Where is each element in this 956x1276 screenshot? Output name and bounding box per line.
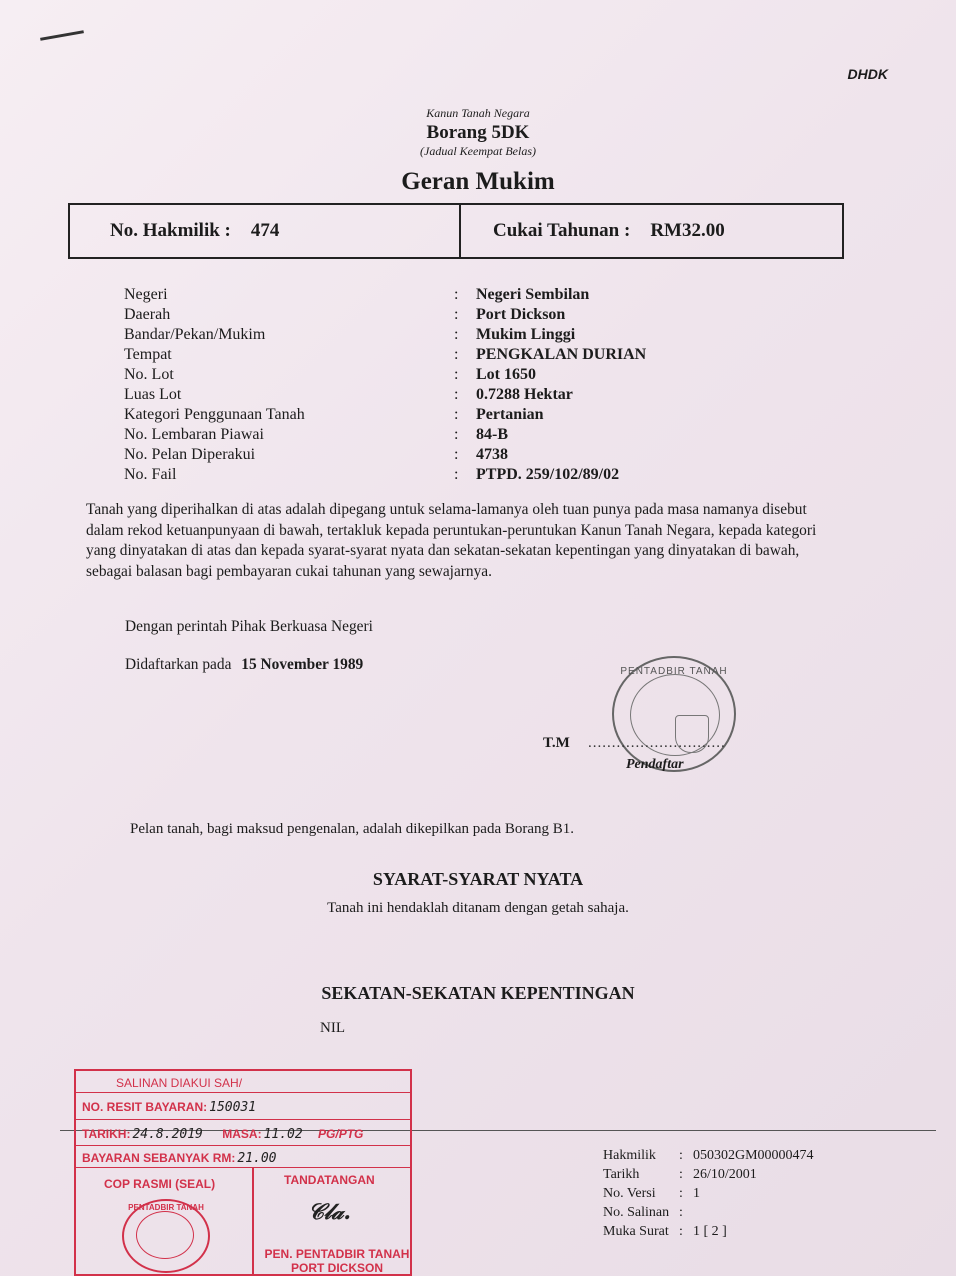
field-colon: : (454, 446, 459, 463)
field-row (124, 285, 724, 305)
field-colon: : (454, 366, 459, 383)
field-label: No. Pelan Diperakui (124, 446, 256, 463)
field-value: 0.7288 Hektar (476, 386, 573, 403)
hakmilik-value: 474 (250, 220, 280, 241)
cukai-value: RM32.00 (650, 220, 725, 241)
meta-row (603, 1184, 814, 1203)
plan-note: Pelan tanah, bagi maksud pengenalan, adalah dikepilkan pada Borang B1. (130, 821, 575, 837)
field-row (124, 425, 724, 445)
field-label: Negeri (124, 286, 168, 303)
meta-row (603, 1146, 814, 1165)
title-box (68, 203, 844, 259)
field-colon: : (454, 286, 459, 303)
field-value: Port Dickson (476, 306, 566, 323)
field-row (124, 325, 724, 345)
syarat-text: Tanah ini hendaklah ditanam dengan getah sahaja. (327, 900, 629, 916)
schedule-name: (Jadual Keempat Belas) (420, 144, 536, 158)
field-label: No. Lembaran Piawai (124, 426, 264, 443)
field-row (124, 465, 724, 485)
hakmilik-label: No. Hakmilik : (110, 220, 231, 241)
resit-label: NO. RESIT BAYARAN: (82, 1100, 208, 1114)
bayaran-label: BAYARAN SEBANYAK RM: (82, 1151, 236, 1165)
hakmilik-cell (70, 205, 459, 257)
meta-label: Muka Surat (603, 1224, 669, 1239)
field-row (124, 405, 724, 425)
field-row (124, 345, 724, 365)
stamp-line1 (76, 1073, 410, 1093)
syarat-heading: SYARAT-SYARAT NYATA (372, 869, 584, 889)
signature-mark: 𝒞𝓁𝒶. (308, 1199, 352, 1225)
field-colon: : (454, 306, 459, 323)
stamp-payment-row (76, 1148, 410, 1168)
registered-date: 15 November 1989 (241, 656, 364, 673)
field-value: PTPD. 259/102/89/02 (476, 466, 620, 483)
sekatan-text: NIL (320, 1020, 345, 1036)
field-value: Negeri Sembilan (476, 286, 590, 303)
meta-label: Tarikh (603, 1167, 640, 1182)
field-label: Tempat (124, 346, 172, 363)
document-metadata (603, 1146, 814, 1241)
field-colon: : (454, 326, 459, 343)
sekatan-heading: SEKATAN-SEKATAN KEPENTINGAN (321, 983, 635, 1003)
land-details (124, 285, 724, 485)
tarikh-label: TARIKH: (82, 1127, 131, 1141)
meta-label: Hakmilik (603, 1148, 656, 1163)
meta-label: No. Versi (603, 1186, 656, 1201)
field-colon: : (454, 386, 459, 403)
cukai-cell (459, 205, 842, 257)
field-label: Daerah (124, 306, 171, 323)
field-label: Kategori Penggunaan Tanah (124, 406, 305, 423)
registration-line (125, 656, 363, 674)
field-label: No. Fail (124, 466, 177, 483)
official-seal (122, 1199, 210, 1273)
cukai-label: Cukai Tahunan : (493, 220, 631, 241)
field-value: 84-B (476, 426, 508, 443)
meta-row (603, 1203, 814, 1222)
masa-label: MASA: (222, 1127, 262, 1141)
field-value: Mukim Linggi (476, 326, 576, 343)
certified-copy-stamp (74, 1069, 412, 1276)
field-colon: : (454, 426, 459, 443)
pen-mark (40, 30, 84, 41)
resit-value: 150031 (209, 1100, 257, 1115)
field-label: Bandar/Pekan/Mukim (124, 326, 266, 343)
form-number: Borang 5DK (426, 122, 530, 143)
field-label: No. Lot (124, 366, 174, 383)
meta-colon: : (679, 1205, 683, 1220)
registered-label: Didaftarkan pada (125, 656, 232, 673)
seal-text: PENTADBIR TANAH (620, 666, 728, 677)
field-row (124, 445, 724, 465)
tandatangan-label: TANDATANGAN (284, 1173, 375, 1187)
tm-label: T.M (543, 735, 570, 751)
field-value: Lot 1650 (476, 366, 536, 383)
field-value: PENGKALAN DURIAN (476, 346, 647, 363)
order-line: Dengan perintah Pihak Berkuasa Negeri (125, 618, 373, 635)
stamp-resit-row (76, 1095, 410, 1120)
field-colon: : (454, 466, 459, 483)
pg-ptg: PG/PTG (318, 1127, 364, 1141)
meta-row (603, 1165, 814, 1184)
official-seal-text: PENTADBIR TANAH (128, 1203, 204, 1212)
tarikh-value: 24.8.2019 (132, 1127, 203, 1142)
registrar-seal (612, 656, 736, 772)
tenure-paragraph: Tanah yang diperihalkan di atas adalah dipegang untuk selama-lamanya oleh tuan punya pada masa namanya disebut dalam rekod ketuanpunyaan di bawah, tertakluk kepada peruntukan-peruntukan Kanun Tanah Negara, kepada kategori yang dinyatakan di atas dan kepada syarat-syarat nyata dan sekatan-sekatan kepentingan yang dinyatakan di bawah, sebagai balasan bagi pembayaran cukai tahunan yang sewajarnya. (86, 501, 817, 580)
stamp-divider (252, 1168, 254, 1276)
officer-line1: PEN. PENTADBIR TANAH (264, 1247, 410, 1261)
stamp-line1-text: SALINAN DIAKUI SAH/ (116, 1076, 243, 1090)
officer-line2: PORT DICKSON (290, 1261, 383, 1275)
field-value: Pertanian (476, 406, 544, 423)
field-label: Luas Lot (124, 386, 182, 403)
field-colon: : (454, 406, 459, 423)
official-seal-ring (136, 1211, 194, 1259)
cop-label: COP RASMI (SEAL) (104, 1177, 216, 1191)
meta-colon: : (679, 1167, 683, 1182)
meta-value: 26/10/2001 (693, 1167, 757, 1182)
meta-colon: : (679, 1148, 683, 1163)
meta-value: 1 [ 2 ] (693, 1224, 727, 1239)
field-row (124, 365, 724, 385)
bayaran-value: 21.00 (237, 1151, 277, 1166)
meta-value: 050302GM00000474 (693, 1148, 814, 1163)
corner-code: DHDK (847, 66, 888, 82)
meta-row (603, 1222, 814, 1241)
meta-label: No. Salinan (603, 1205, 670, 1220)
field-row (124, 385, 724, 405)
stamp-date-row (76, 1122, 410, 1146)
meta-value: 1 (693, 1186, 700, 1201)
law-name: Kanun Tanah Negara (426, 106, 530, 120)
signature-dots: ............................. (588, 735, 726, 751)
field-value: 4738 (476, 446, 508, 463)
meta-colon: : (679, 1224, 683, 1239)
meta-colon: : (679, 1186, 683, 1201)
field-colon: : (454, 346, 459, 363)
signer-title: Pendaftar (626, 757, 684, 772)
field-row (124, 305, 724, 325)
document-title: Geran Mukim (401, 168, 555, 195)
masa-value: 11.02 (263, 1127, 303, 1142)
